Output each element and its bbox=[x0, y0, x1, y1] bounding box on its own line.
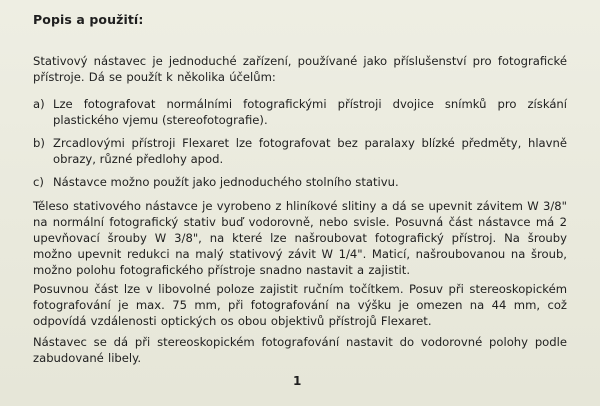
page-number: 1 bbox=[293, 374, 302, 388]
body-paragraph-2: Posuvnou část lze v libovolné poloze zajistit ručním točítkem. Posuv při stereoskopickém fotografování je max. 75 mm, při fotografování na výšku je omezen na 44 mm, což odpovídá vzdálenosti optických os obou objektivů přístrojů Flexaret. bbox=[33, 282, 567, 328]
list-text-a: Lze fotografovat normálními fotografickými přístroji dvojice snímků pro získání plastického vjemu (stereofotografie). bbox=[53, 97, 567, 127]
body-paragraph-3: Nástavec se dá při stereoskopickém fotografování nastavit do vodorovné polohy podle zabudované libely. bbox=[33, 335, 567, 365]
section-heading: Popis a použití: bbox=[33, 12, 144, 27]
body-paragraph-1: Těleso stativového nástavce je vyrobeno z hliníkové slitiny a dá se upevnit závitem W 3/8" na normální fotografický stativ buď vodorovně, nebo svisle. Posuvná část nástavce má 2 upevňovací šrouby W 3/8", na které lze našroubovat fotografický přístroj. Na šrouby možno upevnit redukci na malý stativový závit W 1/4". Maticí, našroubovanou na šroub, možno polohu fotografického přístroje snadno nastavit a zajistit. bbox=[33, 199, 567, 277]
list-marker-b: b) bbox=[33, 136, 45, 150]
intro-paragraph: Stativový nástavec je jednoduché zařízení, používané jako příslušenství pro fotografické přístroje. Dá se použít k několika účelům: bbox=[33, 54, 567, 84]
list-item-c bbox=[33, 174, 567, 190]
list-marker-a: a) bbox=[33, 97, 45, 111]
list-item-b bbox=[33, 135, 567, 167]
list-item-a bbox=[33, 96, 567, 128]
list-marker-c: c) bbox=[33, 175, 44, 189]
list-text-c: Nástavce možno použít jako jednoduchého stolního stativu. bbox=[53, 175, 399, 189]
list-text-b: Zrcadlovými přístroji Flexaret lze fotografovat bez paralaxy blízké předměty, hlavně obrazy, různé předlohy apod. bbox=[53, 136, 567, 166]
